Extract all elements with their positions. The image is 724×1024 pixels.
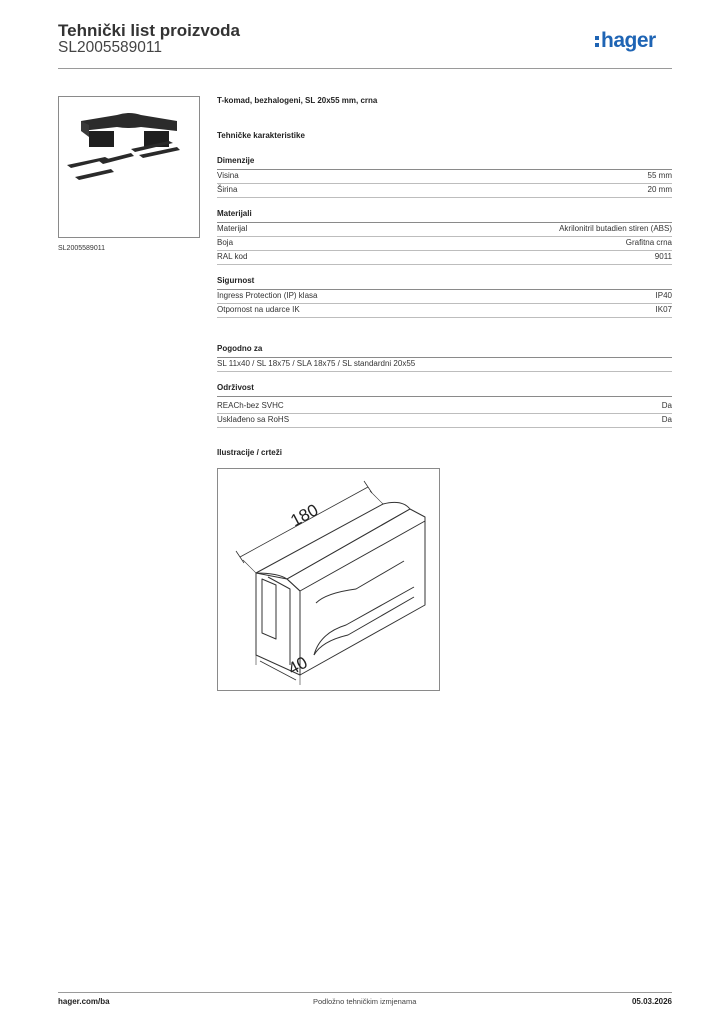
table-row [217, 304, 672, 318]
row-label: Ingress Protection (IP) klasa [217, 291, 318, 300]
table-row [217, 414, 672, 428]
tech-title: Tehničke karakteristike [217, 131, 305, 140]
table-row [217, 251, 672, 265]
row-value: IK07 [655, 305, 672, 314]
product-image-caption: SL2005589011 [58, 245, 105, 252]
svg-text:180: 180 [287, 500, 322, 531]
row-value: Grafitna crna [625, 238, 672, 247]
section-pogodno-title: Pogodno za [217, 344, 672, 358]
product-image [58, 96, 200, 238]
product-code: SL2005589011 [58, 39, 163, 56]
row-label: Otpornost na udarce IK [217, 305, 300, 314]
page-title: Tehnički list proizvoda [58, 21, 240, 40]
row-label: Usklađeno sa RoHS [217, 415, 290, 424]
table-row [217, 170, 672, 184]
table-row [217, 184, 672, 198]
section-sigurnost-title: Sigurnost [217, 276, 672, 290]
header-divider [58, 68, 672, 69]
row-label: Materijal [217, 224, 248, 233]
footer-divider [58, 992, 672, 993]
footer-disclaimer: Podložno tehničkim izmjenama [313, 997, 417, 1006]
hager-logo [594, 28, 674, 54]
row-label: REACh-bez SVHC [217, 401, 284, 410]
row-label: Visina [217, 171, 239, 180]
svg-text:hager: hager [601, 29, 656, 52]
row-value: Da [661, 401, 672, 410]
row-value: 9011 [654, 252, 672, 261]
product-name: T-komad, bezhalogeni, SL 20x55 mm, crna [217, 96, 378, 105]
row-value: Akrilonitril butadien stiren (ABS) [559, 224, 672, 233]
svg-text:40: 40 [284, 652, 311, 679]
row-label: Boja [217, 238, 234, 247]
footer-date: 05.03.2026 [631, 997, 672, 1006]
illustrations-title: Ilustracije / crteži [217, 448, 282, 457]
row-value: 55 mm [647, 171, 672, 180]
section-materijali-title: Materijali [217, 209, 672, 223]
section-odrzivost-title: Održivost [217, 383, 672, 397]
table-row [217, 358, 672, 372]
section-dimenzije-title: Dimenzije [217, 156, 672, 170]
table-row [217, 237, 672, 251]
table-row [217, 400, 672, 414]
footer-website: hager.com/ba [58, 997, 110, 1006]
table-row [217, 290, 672, 304]
technical-drawing [217, 468, 440, 691]
row-label: SL 11x40 / SL 18x75 / SLA 18x75 / SL standardni 20x55 [217, 359, 416, 368]
row-label: RAL kod [217, 252, 248, 261]
row-value: Da [661, 415, 672, 424]
table-row [217, 223, 672, 237]
row-label: Širina [217, 185, 238, 194]
row-value: IP40 [655, 291, 672, 300]
row-value: 20 mm [647, 185, 672, 194]
